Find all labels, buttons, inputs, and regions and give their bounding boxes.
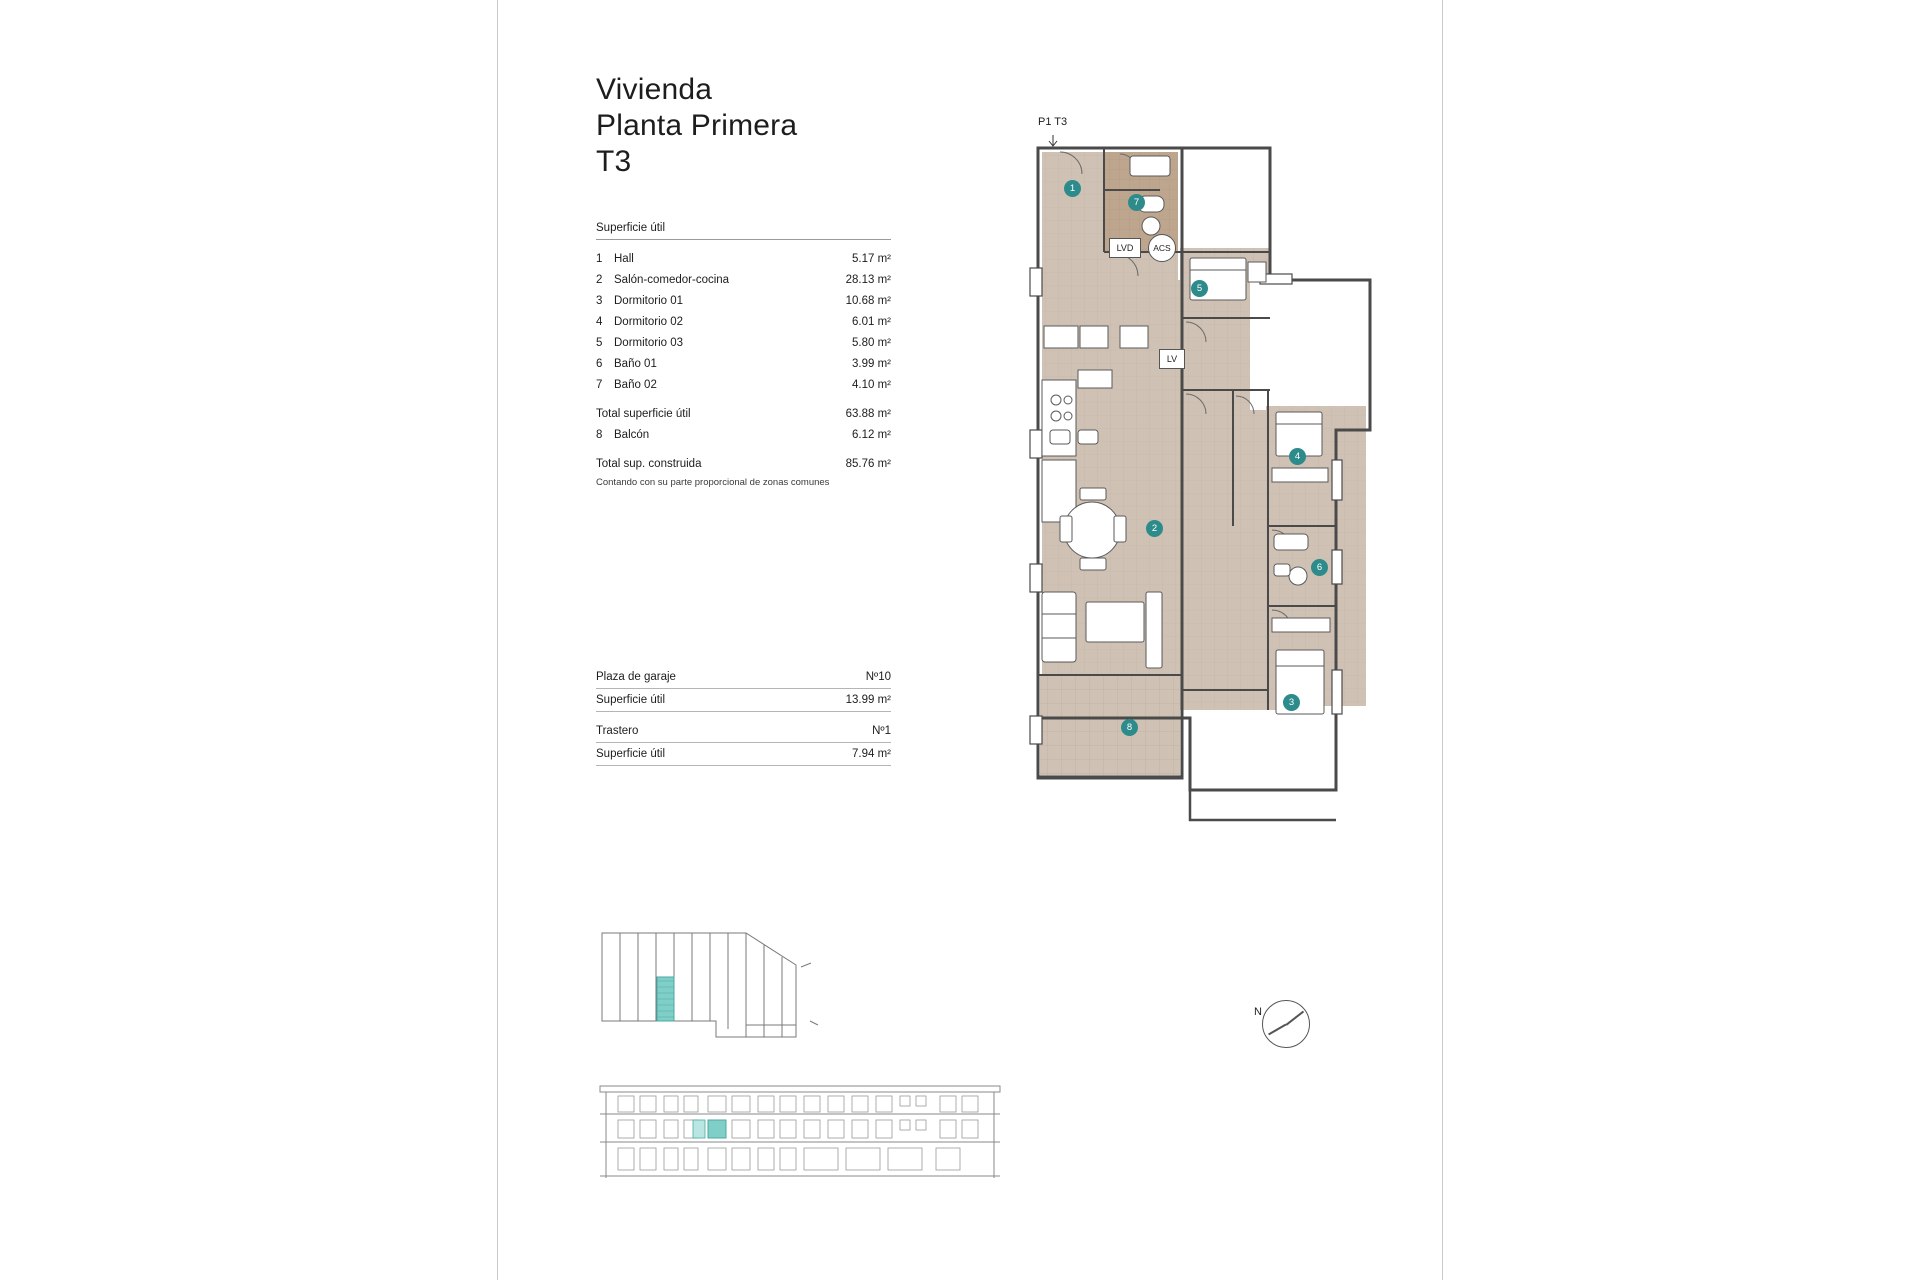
row-name: Dormitorio 03 bbox=[614, 336, 684, 349]
storage-value: Nº1 bbox=[872, 725, 891, 737]
entrance-arrow-icon bbox=[1044, 134, 1062, 150]
row-value: 5.80 m² bbox=[852, 336, 891, 349]
extras-table bbox=[596, 666, 891, 766]
label-lvd: LVD bbox=[1109, 238, 1141, 258]
row-name: Salón-comedor-cocina bbox=[614, 273, 730, 286]
sheet-border-left bbox=[497, 0, 498, 1280]
key-plan bbox=[596, 925, 826, 1050]
row-name: Dormitorio 02 bbox=[614, 315, 684, 328]
page-title bbox=[596, 72, 797, 180]
table-row bbox=[596, 424, 891, 445]
elevation-diagram bbox=[596, 1080, 1016, 1185]
row-value: 28.13 m² bbox=[845, 273, 891, 286]
table-row bbox=[596, 290, 891, 311]
compass-icon bbox=[1262, 1000, 1310, 1048]
row-index: 6 bbox=[596, 357, 603, 370]
row-name: Balcón bbox=[614, 428, 650, 441]
row-name: Dormitorio 01 bbox=[614, 294, 684, 307]
room-marker-8[interactable]: 8 bbox=[1121, 719, 1138, 736]
storage-label: Trastero bbox=[596, 725, 639, 737]
row-value: 3.99 m² bbox=[852, 357, 891, 370]
north-label: N bbox=[1254, 1006, 1262, 1018]
sheet-border-right bbox=[1442, 0, 1443, 1280]
room-marker-4[interactable]: 4 bbox=[1289, 448, 1306, 465]
row-value: 10.68 m² bbox=[845, 294, 891, 307]
title-line-2: Planta Primera bbox=[596, 109, 798, 142]
storage-row bbox=[596, 720, 891, 742]
room-marker-2[interactable]: 2 bbox=[1146, 520, 1163, 537]
room-marker-1[interactable]: 1 bbox=[1064, 180, 1081, 197]
surface-table-heading: Superficie útil bbox=[596, 222, 666, 234]
table-row bbox=[596, 374, 891, 395]
common-areas-note: Contando con su parte proporcional de zonas comunes bbox=[596, 477, 830, 488]
room-marker-3[interactable]: 3 bbox=[1283, 694, 1300, 711]
row-index: 4 bbox=[596, 315, 603, 328]
garage-area-row bbox=[596, 689, 891, 711]
row-index: 3 bbox=[596, 294, 603, 307]
room-marker-6[interactable]: 6 bbox=[1311, 559, 1328, 576]
floor-plan-drawing bbox=[1020, 130, 1380, 960]
total-useful-label: Total superficie útil bbox=[596, 407, 691, 420]
row-value: 6.12 m² bbox=[852, 428, 891, 441]
label-acs: ACS bbox=[1148, 234, 1176, 262]
total-useful-value: 63.88 m² bbox=[845, 407, 891, 420]
total-built-row bbox=[596, 453, 891, 474]
storage-area-label: Superficie útil bbox=[596, 748, 666, 760]
total-useful-row bbox=[596, 403, 891, 424]
surface-table bbox=[596, 222, 891, 488]
row-index: 8 bbox=[596, 428, 603, 441]
total-built-value: 85.76 m² bbox=[845, 457, 891, 470]
floor-plan bbox=[1020, 116, 1380, 960]
row-index: 7 bbox=[596, 378, 603, 391]
row-index: 5 bbox=[596, 336, 603, 349]
garage-row bbox=[596, 666, 891, 688]
row-value: 6.01 m² bbox=[852, 315, 891, 328]
storage-area-value: 7.94 m² bbox=[852, 748, 891, 760]
row-value: 4.10 m² bbox=[852, 378, 891, 391]
garage-area-label: Superficie útil bbox=[596, 694, 666, 706]
row-index: 1 bbox=[596, 252, 603, 265]
row-value: 5.17 m² bbox=[852, 252, 891, 265]
table-row bbox=[596, 311, 891, 332]
row-name: Baño 02 bbox=[614, 378, 657, 391]
entrance-tag: P1 T3 bbox=[1038, 116, 1068, 128]
table-row bbox=[596, 248, 891, 269]
row-index: 2 bbox=[596, 273, 603, 286]
label-lv: LV bbox=[1159, 349, 1185, 369]
garage-area-value: 13.99 m² bbox=[845, 694, 891, 706]
title-line-3: T3 bbox=[596, 145, 632, 178]
garage-value: Nº10 bbox=[865, 671, 891, 683]
room-marker-5[interactable]: 5 bbox=[1191, 280, 1208, 297]
row-name: Hall bbox=[614, 252, 634, 265]
table-row bbox=[596, 269, 891, 290]
room-marker-7[interactable]: 7 bbox=[1128, 194, 1145, 211]
total-built-label: Total sup. construida bbox=[596, 457, 702, 470]
table-row bbox=[596, 332, 891, 353]
garage-label: Plaza de garaje bbox=[596, 671, 676, 683]
divider bbox=[596, 765, 891, 766]
row-name: Baño 01 bbox=[614, 357, 657, 370]
table-row bbox=[596, 353, 891, 374]
title-line-1: Vivienda bbox=[596, 73, 713, 106]
storage-area-row bbox=[596, 743, 891, 765]
